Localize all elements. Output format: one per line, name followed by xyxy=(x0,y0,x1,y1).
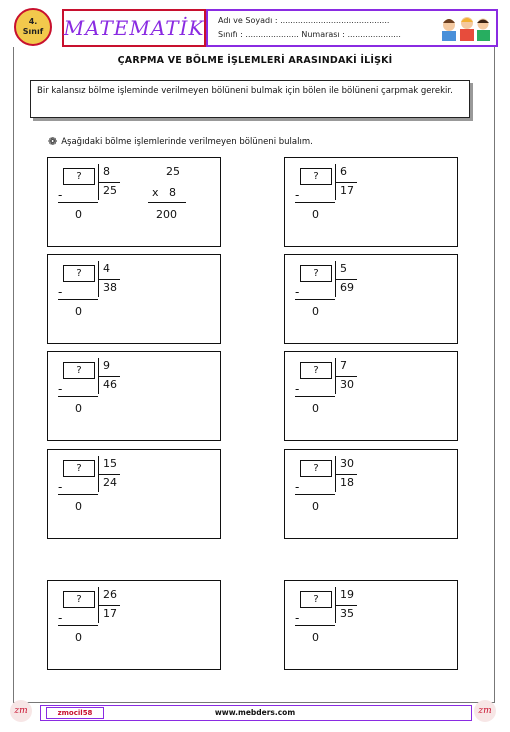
quotient: 46 xyxy=(103,378,117,391)
example-result: 200 xyxy=(156,208,177,221)
divisor: 26 xyxy=(103,588,117,601)
minus-sign: - xyxy=(295,188,300,202)
page-border-right xyxy=(494,47,495,702)
flower-bullet-icon: ❁ xyxy=(48,135,58,148)
division-problem-card xyxy=(47,254,221,344)
divisor: 4 xyxy=(103,262,110,275)
subtraction-line xyxy=(58,625,98,626)
name-field[interactable]: Adı ve Soyadı : ........................................... xyxy=(218,16,390,25)
page-border-left xyxy=(13,47,14,702)
division-problem-card xyxy=(47,580,221,670)
divisor: 6 xyxy=(340,165,347,178)
quotient: 69 xyxy=(340,281,354,294)
subtraction-line xyxy=(295,299,335,300)
remainder: 0 xyxy=(75,631,82,644)
remainder: 0 xyxy=(75,305,82,318)
subtraction-line xyxy=(295,625,335,626)
division-problem-card xyxy=(284,351,458,441)
quotient: 30 xyxy=(340,378,354,391)
minus-sign: - xyxy=(295,285,300,299)
quotient: 25 xyxy=(103,184,117,197)
quotient: 38 xyxy=(103,281,117,294)
logo-left-icon: zm xyxy=(10,700,32,722)
minus-sign: - xyxy=(295,480,300,494)
division-problem-card xyxy=(47,449,221,539)
quotient: 24 xyxy=(103,476,117,489)
unknown-dividend-box[interactable]: ? xyxy=(300,362,332,379)
minus-sign: - xyxy=(295,382,300,396)
quotient: 18 xyxy=(340,476,354,489)
unknown-dividend-box[interactable]: ? xyxy=(300,168,332,185)
remainder: 0 xyxy=(312,305,319,318)
logo-right-icon: zm xyxy=(474,700,496,722)
unknown-dividend-box[interactable]: ? xyxy=(63,168,95,185)
remainder: 0 xyxy=(75,208,82,221)
subtraction-line xyxy=(295,396,335,397)
divisor: 19 xyxy=(340,588,354,601)
minus-sign: - xyxy=(58,382,63,396)
instruction xyxy=(48,135,313,148)
subtraction-line xyxy=(295,494,335,495)
remainder: 0 xyxy=(75,402,82,415)
subtraction-line xyxy=(58,202,98,203)
subtraction-line xyxy=(58,299,98,300)
unknown-dividend-box[interactable]: ? xyxy=(63,265,95,282)
divisor: 30 xyxy=(340,457,354,470)
page-title: ÇARPMA VE BÖLME İŞLEMLERİ ARASINDAKİ İLİŞKİ xyxy=(117,55,393,66)
unknown-dividend-box[interactable]: ? xyxy=(63,591,95,608)
division-problem-card xyxy=(47,157,221,247)
division-problem-card xyxy=(284,580,458,670)
subject-title: MATEMATİK xyxy=(62,9,206,47)
unknown-dividend-box[interactable]: ? xyxy=(300,265,332,282)
division-problem-card xyxy=(284,449,458,539)
minus-sign: - xyxy=(58,611,63,625)
footer-divider xyxy=(13,702,495,703)
remainder: 0 xyxy=(312,402,319,415)
subtraction-line xyxy=(58,396,98,397)
unknown-dividend-box[interactable]: ? xyxy=(63,362,95,379)
quotient: 17 xyxy=(340,184,354,197)
example-multiplicand: 25 xyxy=(166,165,180,178)
grade-badge xyxy=(14,8,52,46)
quotient: 35 xyxy=(340,607,354,620)
divisor: 8 xyxy=(103,165,110,178)
divisor: 15 xyxy=(103,457,117,470)
example-result-line xyxy=(148,202,186,203)
remainder: 0 xyxy=(312,208,319,221)
minus-sign: - xyxy=(58,285,63,299)
division-problem-card xyxy=(284,254,458,344)
division-problem-card xyxy=(47,351,221,441)
kids-illustration-icon xyxy=(440,13,492,43)
divisor: 7 xyxy=(340,359,347,372)
footer-code: zmocil58 xyxy=(46,707,104,719)
remainder: 0 xyxy=(312,631,319,644)
divisor: 5 xyxy=(340,262,347,275)
divisor: 9 xyxy=(103,359,110,372)
remainder: 0 xyxy=(75,500,82,513)
minus-sign: - xyxy=(295,611,300,625)
example-multiplier: x 8 xyxy=(152,186,176,199)
student-info-box xyxy=(206,9,498,47)
unknown-dividend-box[interactable]: ? xyxy=(300,591,332,608)
minus-sign: - xyxy=(58,188,63,202)
footer-website[interactable]: www.mebders.com xyxy=(214,708,296,717)
subtraction-line xyxy=(58,494,98,495)
instruction-text: Aşağıdaki bölme işlemlerinde verilmeyen bölüneni bulalım. xyxy=(61,136,313,147)
unknown-dividend-box[interactable]: ? xyxy=(63,460,95,477)
minus-sign: - xyxy=(58,480,63,494)
grade-number: 4. xyxy=(28,17,38,26)
grade-label: Sınıf xyxy=(22,27,44,36)
subtraction-line xyxy=(295,202,335,203)
remainder: 0 xyxy=(312,500,319,513)
quotient: 17 xyxy=(103,607,117,620)
class-number-field[interactable]: Sınıfı : ..................... Numarası : ..................... xyxy=(218,30,401,39)
info-box: Bir kalansız bölme işleminde verilmeyen bölüneni bulmak için bölen ile bölüneni çarpmak gerekir. xyxy=(30,80,470,118)
unknown-dividend-box[interactable]: ? xyxy=(300,460,332,477)
division-problem-card xyxy=(284,157,458,247)
